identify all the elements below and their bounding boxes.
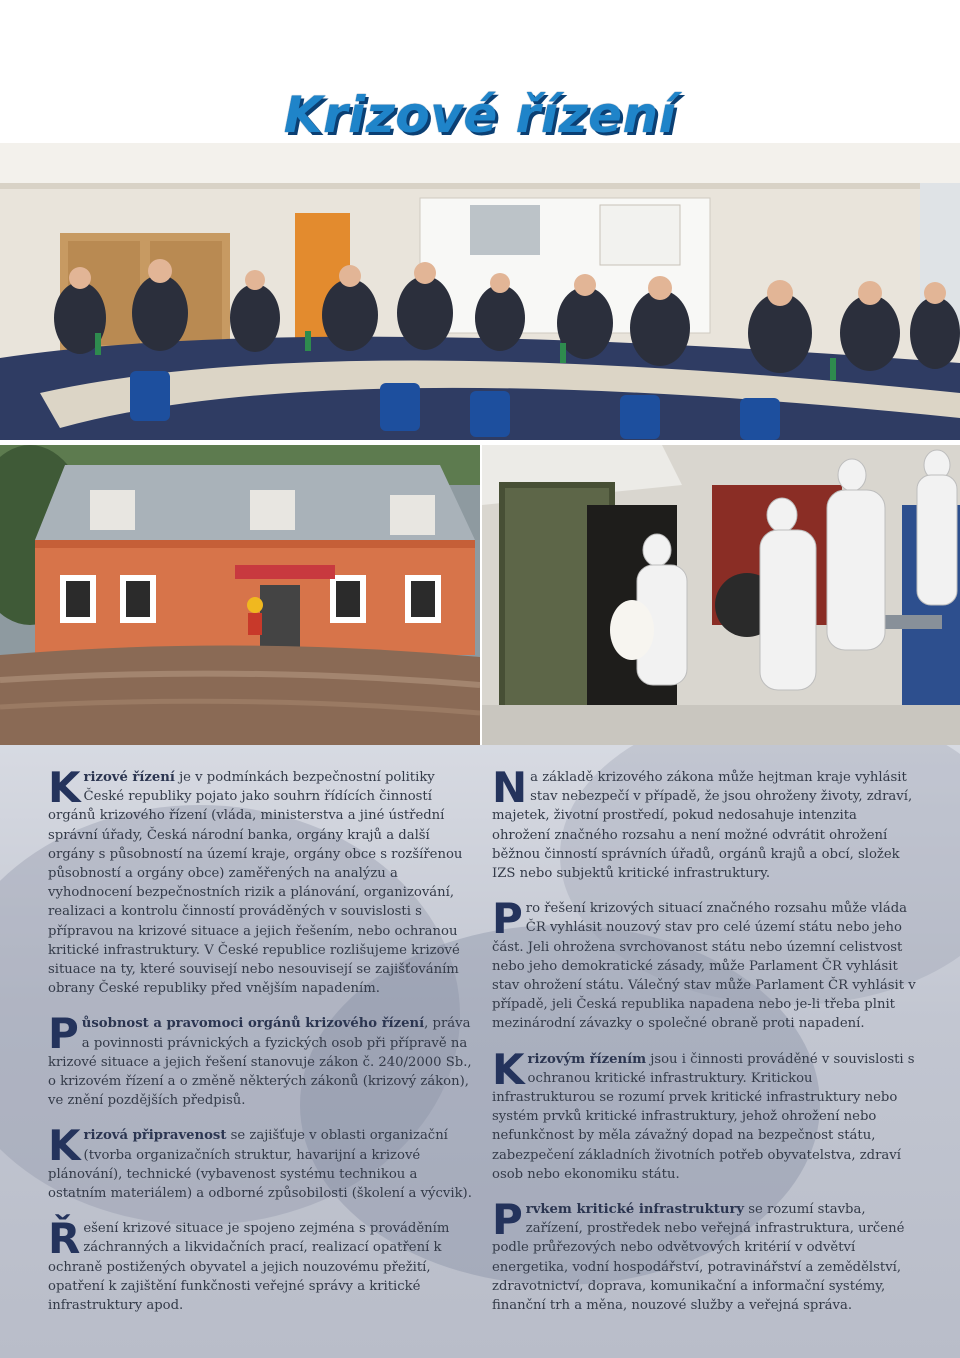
drop-cap: K xyxy=(48,1121,81,1171)
paragraph-state-of-danger xyxy=(492,763,917,883)
flood-illustration xyxy=(0,445,480,745)
lead-term: rvkem kritické infrastruktury xyxy=(525,1202,745,1218)
right-column xyxy=(492,763,917,1331)
lead-term: ůsobnost a pravomoci orgánů krizového řízení xyxy=(81,1016,425,1032)
page-title: Krizové řízení xyxy=(283,85,677,144)
drop-cap: N xyxy=(492,763,528,812)
meeting-photo xyxy=(0,143,960,440)
poultry-illustration xyxy=(482,445,960,745)
meeting-illustration xyxy=(0,143,960,440)
paragraph-text: ro řešení krizových situací značného rozsahu může vláda ČR vyhlásit nouzový stav pro celé území státu nebo jeho část. Jeli ohrožena svrchovanost státu nebo územní celistvost nebo jeho demokratické zásady, může Parlament ČR vyhlásit stav ohrožení státu. Válečný stav může Parlament ČR vyhlásit v případě, jeli Česká republika napadena nebo je-li třeba plnit mezinárodní závazky o společné obraně proti napadení. xyxy=(492,901,916,1032)
paragraph-preparedness xyxy=(48,1121,473,1203)
lead-term: rizové řízení xyxy=(83,770,175,785)
paragraph-text: , práva a povinnosti právnických a fyzických osob při přípravě na krizové situace a jejich řešení stanovuje zákon č. 240/2000 Sb., o krizovém řízení a o změně některých zákonů (krizový zákon), ve znění pozdějších předpisů. xyxy=(48,1016,472,1109)
poultry-photo xyxy=(482,445,960,745)
paragraph-emergency-state xyxy=(492,894,917,1033)
paragraph-solving xyxy=(48,1214,473,1315)
paragraph-text: a základě krizového zákona může hejtman kraje vyhlásit stav nebezpečí v případě, že jsou ohroženy životy, zdraví, majetek, životní prostředí, pokud nedosahuje intenzita ohrožení značného rozsahu a není možné odvrátit ohrožení běžnou činností správních úřadů, orgánů krajů a obcí, složek IZS nebo subjektů kritické infrastruktury. xyxy=(492,770,913,882)
drop-cap: P xyxy=(492,1195,523,1245)
drop-cap: P xyxy=(48,1009,79,1059)
paragraph-text: je v podmínkách bezpečnostní politiky České republiky pojato jako souhrn řídících činností orgánů krizového řízení (vláda, ministerstva a jiné ústřední správní úřady, Česká národní banka, orgány krajů a další orgány s působností na území kraje, orgány obce s rozšířenou působností a orgány obce) zaměřených na analýzu a vyhodnocení bezpečnostních rizik a plánování, organizování, realizaci a kontrolu činností prováděných v souvislosti s přípravou na krizové situace a jejich řešením, nebo ochranou kritické infrastruktury. V České republice rozlišujeme krizové situace na ty, které souvisejí nebo nesouvisejí se zajišťováním obrany České republiky před vnějším napadením. xyxy=(48,770,463,997)
paragraph-crisis-management xyxy=(48,763,473,998)
drop-cap: K xyxy=(492,1044,525,1094)
paragraph-infrastructure-element xyxy=(492,1195,917,1315)
paragraph-text: jsou i činnosti prováděné v souvislosti s ochranou kritické infrastruktury. Kritickou infrastrukturou se rozumí prvek kritické infrastruktury nebo systém prvků kritické infrastruktury, jehož ohrožení nebo nefunkčnost by měla závažný dopad na bezpečnost státu, zabezpečení základních životních potřeb obyvatelstva, zdraví osob nebo ekonomiku státu. xyxy=(492,1051,915,1182)
drop-cap: Ř xyxy=(48,1214,81,1264)
paragraph-text: ešení krizové situace je spojeno zejména s prováděním záchranných a likvidačních prací, realizací opatření k ochraně postižených obyvatel a jejich nouzovému přežití, opatření k zajištění funkčnosti veřejné správy a kritické infrastruktury apod. xyxy=(48,1221,450,1314)
lead-term: rizová připravenost xyxy=(83,1128,227,1144)
drop-cap: P xyxy=(492,894,523,944)
lead-term: rizovým řízením xyxy=(527,1051,647,1067)
paragraph-text: se zajišťuje v oblasti organizační (tvorba organizačních struktur, havarijní a krizové plánování), technické (vybavenost systému technikou a ostatním materiálem) a odborné způsobilosti (školení a výcvik). xyxy=(48,1128,472,1202)
paragraph-text: se rozumí stavba, zařízení, prostředek nebo veřejná infrastruktura, určené podle průřezových nebo odvětvových kritérií v odvětví energetika, vodní hospodářství, potravinářství a zemědělství, zdravotnictví, doprava, komunikační a informační systémy, finanční trh a měna, nouzové služby a veřejná správa. xyxy=(492,1202,905,1314)
paragraph-critical-infrastructure xyxy=(492,1044,917,1184)
left-column xyxy=(48,763,473,1331)
paragraph-competence xyxy=(48,1009,473,1110)
drop-cap: K xyxy=(48,763,81,812)
flood-photo xyxy=(0,445,480,745)
